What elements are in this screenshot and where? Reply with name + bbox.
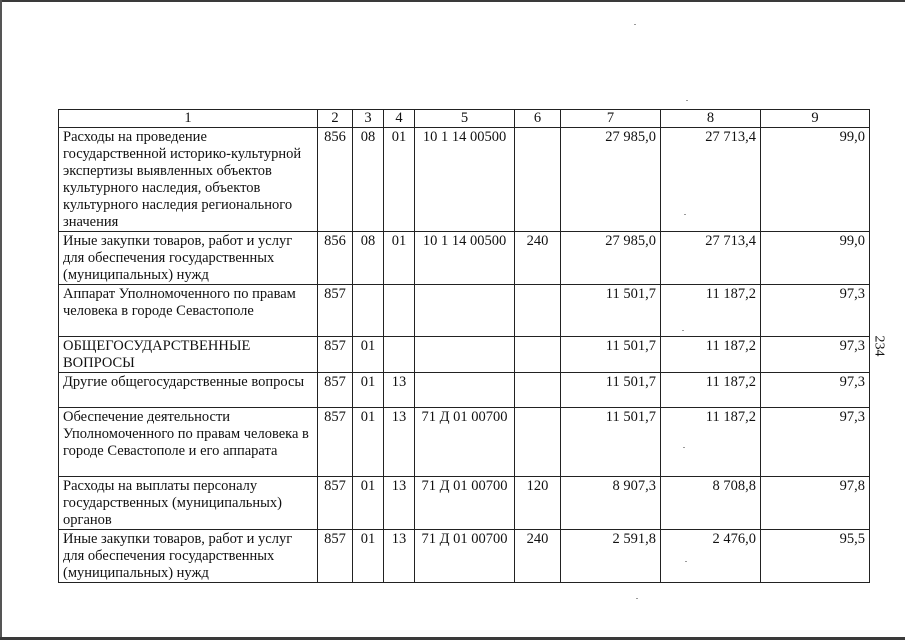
cell-ministry: 857	[318, 408, 353, 477]
table-row	[59, 373, 870, 408]
page-number: 234	[871, 335, 887, 357]
cell-percent: 97,3	[761, 408, 870, 477]
column-header: 7	[561, 110, 661, 128]
cell-planned: 11 501,7	[561, 408, 661, 477]
cell-target-article: 10 1 14 00500	[415, 232, 515, 285]
cell-subsection: 13	[384, 477, 415, 530]
cell-planned: 11 501,7	[561, 285, 661, 337]
cell-executed: 11 187,2	[661, 408, 761, 477]
cell-expense-type	[515, 128, 561, 232]
table-header-row	[59, 110, 870, 128]
cell-section: 01	[353, 337, 384, 373]
cell-target-article: 71 Д 01 00700	[415, 477, 515, 530]
cell-ministry: 857	[318, 530, 353, 583]
row-name: Расходы на выплаты персоналу государственных (муниципальных) органов	[59, 477, 318, 530]
column-header: 2	[318, 110, 353, 128]
cell-subsection: 13	[384, 373, 415, 408]
cell-percent: 95,5	[761, 530, 870, 583]
budget-table	[58, 109, 870, 583]
column-header: 6	[515, 110, 561, 128]
cell-section: 01	[353, 477, 384, 530]
scan-speck	[636, 598, 638, 599]
table-row	[59, 477, 870, 530]
cell-ministry: 857	[318, 337, 353, 373]
row-name: Другие общегосударственные вопросы	[59, 373, 318, 408]
cell-percent: 99,0	[761, 128, 870, 232]
cell-section: 08	[353, 128, 384, 232]
column-header: 5	[415, 110, 515, 128]
cell-expense-type: 240	[515, 232, 561, 285]
cell-executed: 11 187,2	[661, 285, 761, 337]
cell-planned: 8 907,3	[561, 477, 661, 530]
table-row	[59, 337, 870, 373]
cell-section: 08	[353, 232, 384, 285]
cell-target-article: 10 1 14 00500	[415, 128, 515, 232]
column-header: 9	[761, 110, 870, 128]
cell-planned: 27 985,0	[561, 128, 661, 232]
cell-executed: 8 708,8	[661, 477, 761, 530]
table-row	[59, 232, 870, 285]
cell-percent: 97,3	[761, 337, 870, 373]
cell-expense-type	[515, 285, 561, 337]
cell-subsection: 13	[384, 530, 415, 583]
table-row	[59, 285, 870, 337]
cell-ministry: 856	[318, 232, 353, 285]
scan-speck	[686, 100, 688, 101]
cell-subsection	[384, 285, 415, 337]
cell-target-article: 71 Д 01 00700	[415, 530, 515, 583]
column-header: 3	[353, 110, 384, 128]
cell-ministry: 857	[318, 373, 353, 408]
cell-target-article: 71 Д 01 00700	[415, 408, 515, 477]
cell-section	[353, 285, 384, 337]
scan-speck	[634, 24, 636, 25]
cell-executed: 11 187,2	[661, 373, 761, 408]
row-name: Расходы на проведение государственной историко-культурной экспертизы выявленных объектов культурного наследия, объектов культурного наследия регионального значения	[59, 128, 318, 232]
cell-planned: 11 501,7	[561, 373, 661, 408]
column-header: 4	[384, 110, 415, 128]
cell-expense-type	[515, 373, 561, 408]
cell-target-article	[415, 373, 515, 408]
scan-left-edge	[0, 0, 2, 640]
cell-section: 01	[353, 373, 384, 408]
cell-expense-type: 120	[515, 477, 561, 530]
cell-planned: 11 501,7	[561, 337, 661, 373]
table-row	[59, 128, 870, 232]
cell-percent: 97,3	[761, 285, 870, 337]
cell-target-article	[415, 285, 515, 337]
cell-ministry: 857	[318, 477, 353, 530]
row-name: Обеспечение деятельности Уполномоченного по правам человека в городе Севастополе и его аппарата	[59, 408, 318, 477]
cell-target-article	[415, 337, 515, 373]
cell-expense-type	[515, 408, 561, 477]
cell-ministry: 857	[318, 285, 353, 337]
cell-executed: 27 713,4	[661, 128, 761, 232]
row-name: ОБЩЕГОСУДАРСТВЕННЫЕ ВОПРОСЫ	[59, 337, 318, 373]
cell-subsection: 01	[384, 128, 415, 232]
cell-subsection	[384, 337, 415, 373]
table-row	[59, 530, 870, 583]
cell-subsection: 13	[384, 408, 415, 477]
cell-percent: 97,3	[761, 373, 870, 408]
cell-section: 01	[353, 530, 384, 583]
cell-percent: 97,8	[761, 477, 870, 530]
row-name: Иные закупки товаров, работ и услуг для обеспечения государственных (муниципальных) нужд	[59, 530, 318, 583]
cell-subsection: 01	[384, 232, 415, 285]
cell-executed: 2 476,0	[661, 530, 761, 583]
column-header: 1	[59, 110, 318, 128]
cell-planned: 2 591,8	[561, 530, 661, 583]
table-row	[59, 408, 870, 477]
cell-planned: 27 985,0	[561, 232, 661, 285]
row-name: Аппарат Уполномоченного по правам человека в городе Севастополе	[59, 285, 318, 337]
cell-ministry: 856	[318, 128, 353, 232]
column-header: 8	[661, 110, 761, 128]
cell-executed: 27 713,4	[661, 232, 761, 285]
cell-expense-type: 240	[515, 530, 561, 583]
cell-executed: 11 187,2	[661, 337, 761, 373]
scan-top-edge	[0, 0, 905, 2]
row-name: Иные закупки товаров, работ и услуг для обеспечения государственных (муниципальных) нужд	[59, 232, 318, 285]
cell-expense-type	[515, 337, 561, 373]
cell-section: 01	[353, 408, 384, 477]
cell-percent: 99,0	[761, 232, 870, 285]
